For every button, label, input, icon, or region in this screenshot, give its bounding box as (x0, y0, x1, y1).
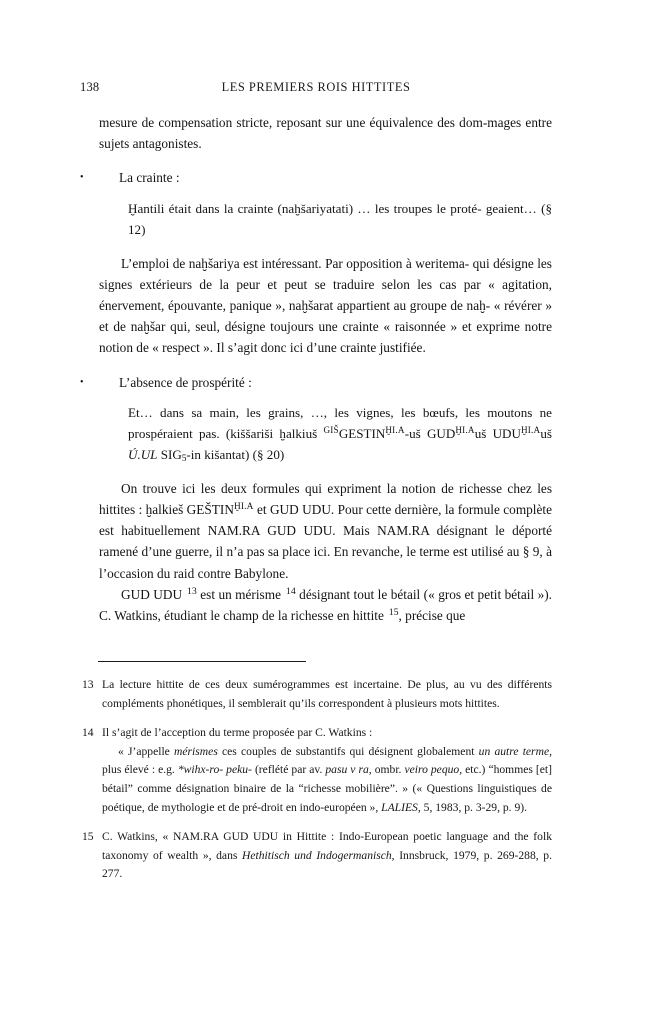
running-head (80, 80, 552, 96)
fn14-q7: , 5, 1983, p. 3-29, p. 9). (417, 800, 528, 814)
bullet-label: L’absence de prospérité : (119, 374, 252, 390)
quote-text-part-5: SIG (157, 447, 182, 463)
fn14-italic-lalies: LALIES (381, 800, 418, 814)
bullet-item-la-crainte (80, 167, 552, 188)
bullet-label: La crainte : (119, 170, 180, 186)
paragraph-emploi-nahsariya: L’emploi de naḫšariya est intéressant. Par opposition à weritema- qui désigne les signes extérieurs de la peur et peut se traduire selon les cas par « agitation, énervement, épouvante, panique », naḫšarat appartient au groupe de naḫ- « révérer » et de naḫšar qui, seul, désigne toujours une crainte « raisonnée » et exprime notre notion de « respect ». Il s’agit donc ici d’une crainte justifiée. (99, 255, 552, 356)
bullet-marker-icon: • (80, 376, 84, 388)
para-3-part-2: et GUD UDU. Pour cette dernière, la formule complète est habituellement NAM.RA GUD UDU. Mais NAM.RA désignant le déporté ramené d’une guerre, il n’a pas sa place ici. En revanche, le terme est utilisé au § 9, à l’occasion du raid contre Babylone. (99, 502, 552, 581)
quote-text-part-4: uš (540, 425, 552, 441)
superscript-hia-1: ḪI.A (385, 425, 405, 436)
footnotes-block (82, 676, 552, 884)
page-number: 138 (80, 80, 100, 94)
fn14-italic-avestan: pasu v ra (325, 763, 369, 777)
fn14-q6: , etc.) “hommes [et] bétail” comme désignation binaire de la “richesse mobilière”. » (« Questions linguistiques de poétique, de mythologie et de pré-droit en indo-européen », (102, 763, 552, 814)
bullet-item-absence-prosperite (80, 372, 552, 393)
fn14-q5: , ombr. (368, 763, 405, 777)
fn14-italic-umbrian: veiro pequo (404, 763, 460, 777)
quote-text-part-2: -uš GUD (404, 425, 456, 441)
footnote-13 (82, 676, 552, 713)
paragraph-deux-formules (99, 478, 552, 584)
fn14-q3: , plus élevé : e.g. (102, 744, 552, 777)
para-3-part-1: On trouve ici les deux formules qui expriment la notion de richesse chez les hittites : ḫalkieš GEŠTIN (99, 480, 552, 518)
quote-text-part-6: -in kišantat) (§ 20) (186, 447, 285, 463)
footnote-text: La lecture hittite de ces deux sumérogrammes est incertaine. De plus, au vu des différents compléments phonétiques, il semblerait qu’ils correspondent à plusieurs mots hittites. (102, 678, 552, 710)
fn14-italic-merismes: mérismes (174, 744, 218, 758)
footnote-ref-14[interactable]: 14 (285, 586, 296, 598)
footnote-15 (82, 828, 552, 884)
footnote-14 (82, 724, 552, 817)
para-4-part-2: est un mérisme (196, 586, 285, 602)
footnote-quotation (102, 743, 552, 817)
footnote-number: 13 (82, 678, 94, 691)
subscript-five: 5 (181, 453, 187, 464)
fn14-italic-autre-terme: un autre terme (478, 744, 550, 758)
para-4-part-1: GUD UDU (121, 586, 186, 602)
footnote-ref-13[interactable]: 13 (186, 586, 197, 598)
body-text-block (80, 112, 552, 626)
quote-text-part-3: uš UDU (474, 425, 521, 441)
bullet-marker-icon: • (80, 172, 84, 184)
paragraph-continuation: mesure de compensation stricte, reposant sur une équivalence des dom-mages entre sujets antagonistes. (99, 115, 552, 152)
fn15-t1: C. Watkins, « NAM.RA GUD UDU in Hittite : Indo-European poetic language and the folk taxonomy of wealth », dans (102, 830, 552, 862)
superscript-hia-3: ḪI.A (520, 425, 541, 436)
quote-line-2: geaient… (§ 12) (128, 200, 552, 237)
fn15-t2: , Innsbruck, 1979, p. 269-288, p. 277. (102, 848, 552, 881)
para-4-part-4: , précise que (398, 608, 466, 624)
para-4-part-3: désignant tout le bétail (« gros et petit bétail »). C. Watkins, étudiant le champ de la richesse en hittite (99, 586, 552, 624)
paragraph-gud-udu-merisme (99, 584, 552, 626)
fn14-q2: ces couples de substantifs qui désignent globalement (217, 744, 479, 758)
quote-text-part-1: Et… dans sa main, les grains, …, les vignes, les bœufs, les moutons ne prospéraient pas. (kiššariši ḫalkiuš (128, 404, 552, 441)
superscript-gis: GIŠ (323, 425, 339, 436)
fn14-q1: « J’appelle (118, 744, 175, 758)
footnote-ref-15[interactable]: 15 (388, 607, 399, 619)
footnote-separator-rule (98, 661, 306, 662)
superscript-hia-2: ḪI.A (455, 425, 475, 436)
fn14-q4: (reflété par av. (251, 763, 326, 777)
footnote-number: 15 (82, 830, 94, 844)
footnote-intro: Il s’agit de l’acception du terme proposée par C. Watkins : (102, 726, 373, 740)
fn15-italic-title: Hethitisch und Indogermanisch (242, 848, 392, 862)
italic-u-ul: Ú.UL (128, 447, 158, 463)
block-quote-crainte (128, 198, 552, 240)
block-quote-prosperite (128, 402, 552, 466)
superscript-hia-gestin: ḪI.A (233, 502, 254, 513)
logogram-gestin: GESTIN (338, 425, 386, 441)
footnote-number: 14 (82, 726, 94, 740)
fn14-italic-proto-form: *wihx-ro- peku- (177, 763, 252, 777)
running-head-title: LES PREMIERS ROIS HITTITES (221, 80, 411, 94)
quote-line-1: Ḫantili était dans la crainte (naḫšariyatati) … les troupes le proté- (128, 200, 482, 216)
